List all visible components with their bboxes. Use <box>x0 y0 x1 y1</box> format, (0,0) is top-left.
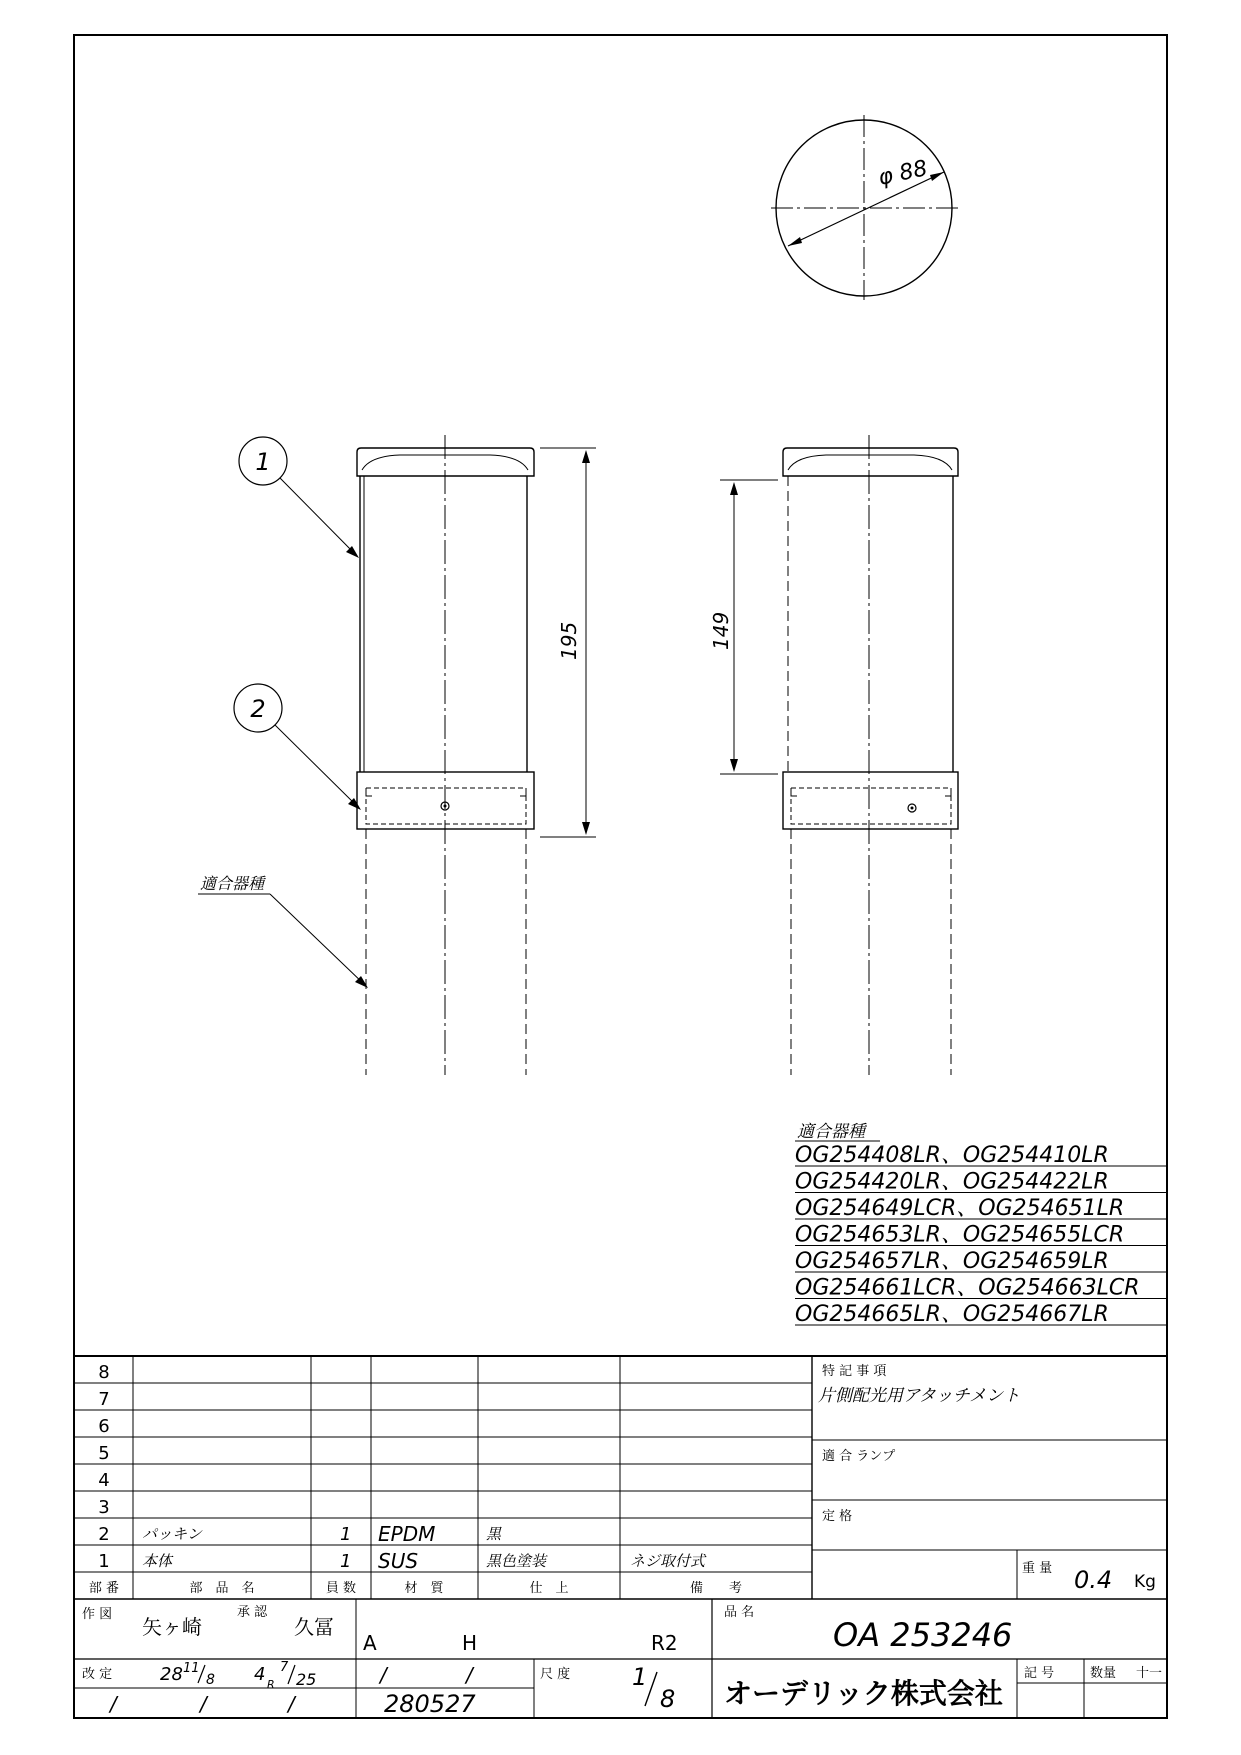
code-a: A <box>363 1631 377 1655</box>
right-side-view <box>709 435 958 1075</box>
special-notes-label: 特 記 事 項 <box>822 1364 887 1379</box>
compat-list <box>795 1122 1167 1327</box>
part-1-name: 本体 <box>142 1552 173 1570</box>
row-no-8: 8 <box>98 1362 110 1383</box>
product-label: 品 名 <box>724 1605 755 1620</box>
weight-unit: Kg <box>1134 1572 1156 1592</box>
special-notes-value: 片側配光用アタッチメント <box>818 1386 1021 1406</box>
diameter-label: φ 88 <box>876 156 930 191</box>
top-view <box>771 115 958 300</box>
part-1-qty: 1 <box>340 1551 352 1572</box>
rev-5-slash: / <box>110 1692 117 1716</box>
drawn-label: 作 図 <box>82 1607 113 1622</box>
scale-label: 尺 度 <box>540 1667 571 1682</box>
compat-model-row: OG254408LR、OG254410LR <box>795 1143 1109 1168</box>
part-2-qty: 1 <box>340 1524 352 1545</box>
part-2-no: 2 <box>98 1524 110 1545</box>
weight-label: 重 量 <box>1022 1561 1053 1576</box>
lamp-label: 適 合 ランプ <box>822 1449 896 1464</box>
compat-model-row: OG254661LCR、OG254663LCR <box>795 1275 1140 1301</box>
compat-model-row: OG254653LR、OG254655LCR <box>795 1222 1125 1248</box>
dim-height-total: 195 <box>557 621 581 660</box>
part-1-note: ネジ取付式 <box>630 1552 706 1570</box>
rev-2-sub: R <box>267 1678 275 1691</box>
rev-1-den: 8 <box>206 1672 215 1688</box>
rev-7-slash: / <box>288 1692 295 1716</box>
rev-4-slash: / <box>466 1663 473 1687</box>
parts-rows <box>98 1522 707 1573</box>
rev-6-slash: / <box>200 1692 207 1716</box>
qty-label: 数量 <box>1090 1666 1117 1681</box>
code-h: H <box>462 1631 478 1655</box>
compat-heading: 適合器種 <box>797 1122 865 1142</box>
callout-1: 1 <box>255 448 271 476</box>
part-1-material: SUS <box>378 1549 419 1573</box>
compat-model-row: OG254665LR、OG254667LR <box>795 1302 1109 1327</box>
row-no-5: 5 <box>98 1443 110 1464</box>
part-1-no: 1 <box>98 1551 110 1572</box>
row-no-6: 6 <box>98 1416 110 1437</box>
plusminus-label: 十一 <box>1136 1666 1163 1681</box>
callout-2: 2 <box>250 695 266 723</box>
rating-label: 定 格 <box>822 1509 853 1524</box>
part-2-material: EPDM <box>378 1522 436 1546</box>
scale-den: 8 <box>660 1685 676 1713</box>
symbol-label: 記 号 <box>1024 1666 1055 1681</box>
rev-1-num: 11 <box>183 1661 200 1676</box>
title-block <box>74 1356 1167 1718</box>
header-finish: 仕 上 <box>529 1581 569 1596</box>
approved-label: 承 認 <box>237 1605 268 1620</box>
scale-num: 1 <box>632 1663 648 1691</box>
revision-label: 改 定 <box>82 1667 113 1682</box>
row-no-3: 3 <box>98 1497 110 1518</box>
notes-area <box>818 1363 1156 1594</box>
left-side-view <box>198 435 596 1075</box>
row-no-4: 4 <box>98 1470 110 1491</box>
header-note: 備 考 <box>689 1581 743 1596</box>
compat-model-row: OG254649LCR、OG254651LR <box>795 1196 1125 1221</box>
part-1-finish: 黒色塗装 <box>486 1552 547 1570</box>
header-no: 部 番 <box>88 1581 120 1596</box>
product-code: OA 253246 <box>833 1616 1013 1654</box>
part-2-name: パッキン <box>142 1525 202 1543</box>
weight-value: 0.4 <box>1074 1566 1113 1594</box>
header-material: 材 質 <box>404 1581 444 1596</box>
compat-label-left: 適合器種 <box>200 874 265 893</box>
compat-model-row: OG254420LR、OG254422LR <box>795 1169 1109 1195</box>
rev-3-slash: / <box>380 1663 387 1687</box>
parts-header <box>89 1580 742 1596</box>
compat-model-row: OG254657LR、OG254659LR <box>795 1249 1109 1274</box>
company-name: オーデリック株式会社 <box>724 1677 1003 1710</box>
row-no-7: 7 <box>98 1389 110 1410</box>
drawn-by: 矢ヶ崎 <box>142 1615 202 1639</box>
dim-height-partial: 149 <box>709 611 733 650</box>
rev-2-main: 4 <box>254 1664 266 1685</box>
parts-row-numbers <box>98 1362 109 1518</box>
rev-2-den: 25 <box>296 1670 317 1689</box>
drawing-number: 280527 <box>384 1690 476 1718</box>
title-block-text <box>82 1605 1162 1718</box>
header-name: 部 品 名 <box>189 1581 255 1596</box>
approved-by: 久冨 <box>294 1615 334 1639</box>
rev-2-num: 7 <box>280 1660 289 1675</box>
part-2-finish: 黒 <box>486 1525 502 1543</box>
code-r: R2 <box>651 1631 678 1655</box>
header-qty: 員 数 <box>325 1581 357 1596</box>
rev-1-main: 28 <box>160 1664 183 1685</box>
